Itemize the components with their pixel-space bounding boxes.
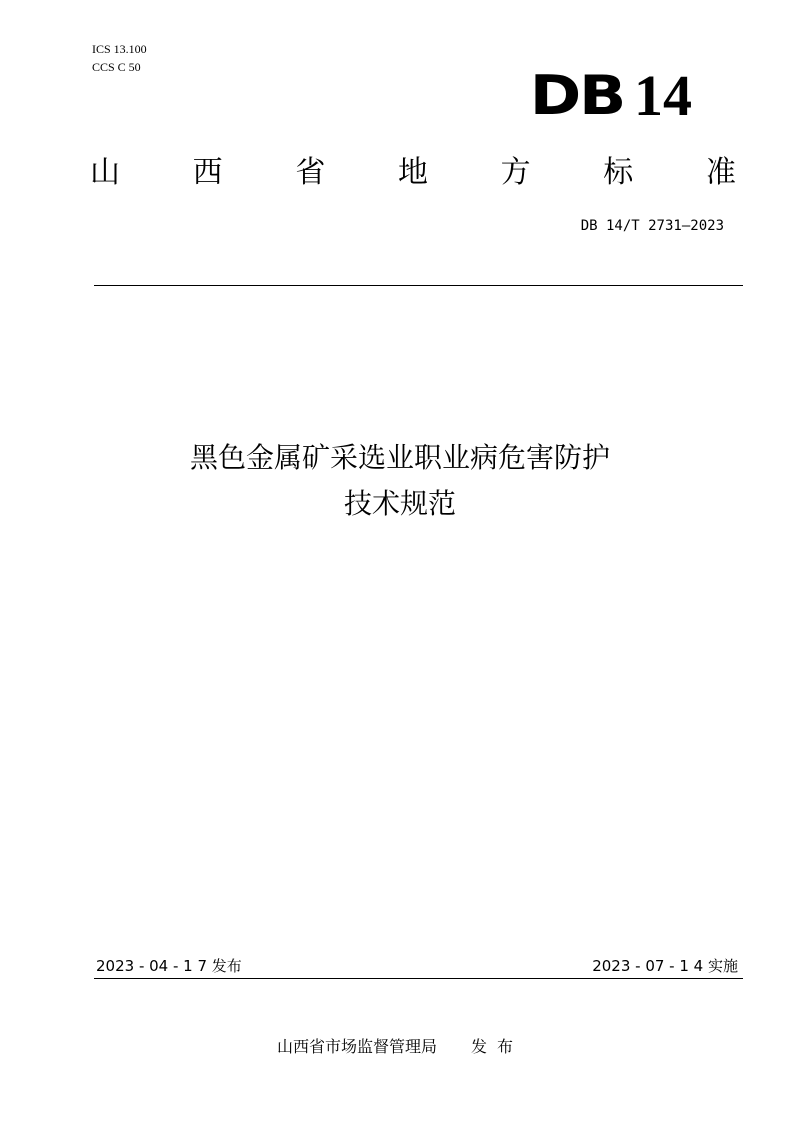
ics-code: ICS 13.100: [92, 42, 147, 56]
standard-type-heading: [90, 152, 736, 194]
ccs-code: CCS C 50: [92, 60, 141, 74]
bottom-divider: [94, 978, 743, 979]
implementation-date: 2023 - 07 - 1 4 实施: [592, 957, 738, 975]
document-title-line1: 黑色金属矿采选业职业病危害防护: [189, 441, 610, 474]
classification-codes: [92, 40, 147, 76]
issue-date: 2023 - 04 - 1 7 发布: [96, 957, 242, 975]
publisher-line: [0, 1034, 800, 1057]
standard-type-char: 山: [90, 155, 120, 190]
publisher-name: 山西省市场监督管理局: [276, 1037, 437, 1056]
standard-type-char: 标: [603, 155, 634, 190]
db-logo: [529, 63, 692, 128]
standard-type-char: 西: [192, 155, 223, 190]
standard-type-char: 省: [295, 155, 326, 190]
standard-type-char: 方: [500, 155, 531, 190]
standard-type-char: 地: [397, 155, 428, 190]
db-logo-number: 14: [634, 63, 692, 128]
document-title-line2: 技术规范: [343, 487, 456, 520]
standard-type-char: 准: [705, 155, 736, 190]
top-divider: [94, 285, 743, 286]
standard-number: DB 14/T 2731—2023: [580, 218, 724, 234]
db-logo-letters: DB: [529, 64, 624, 127]
publisher-action: 发布: [471, 1037, 524, 1056]
